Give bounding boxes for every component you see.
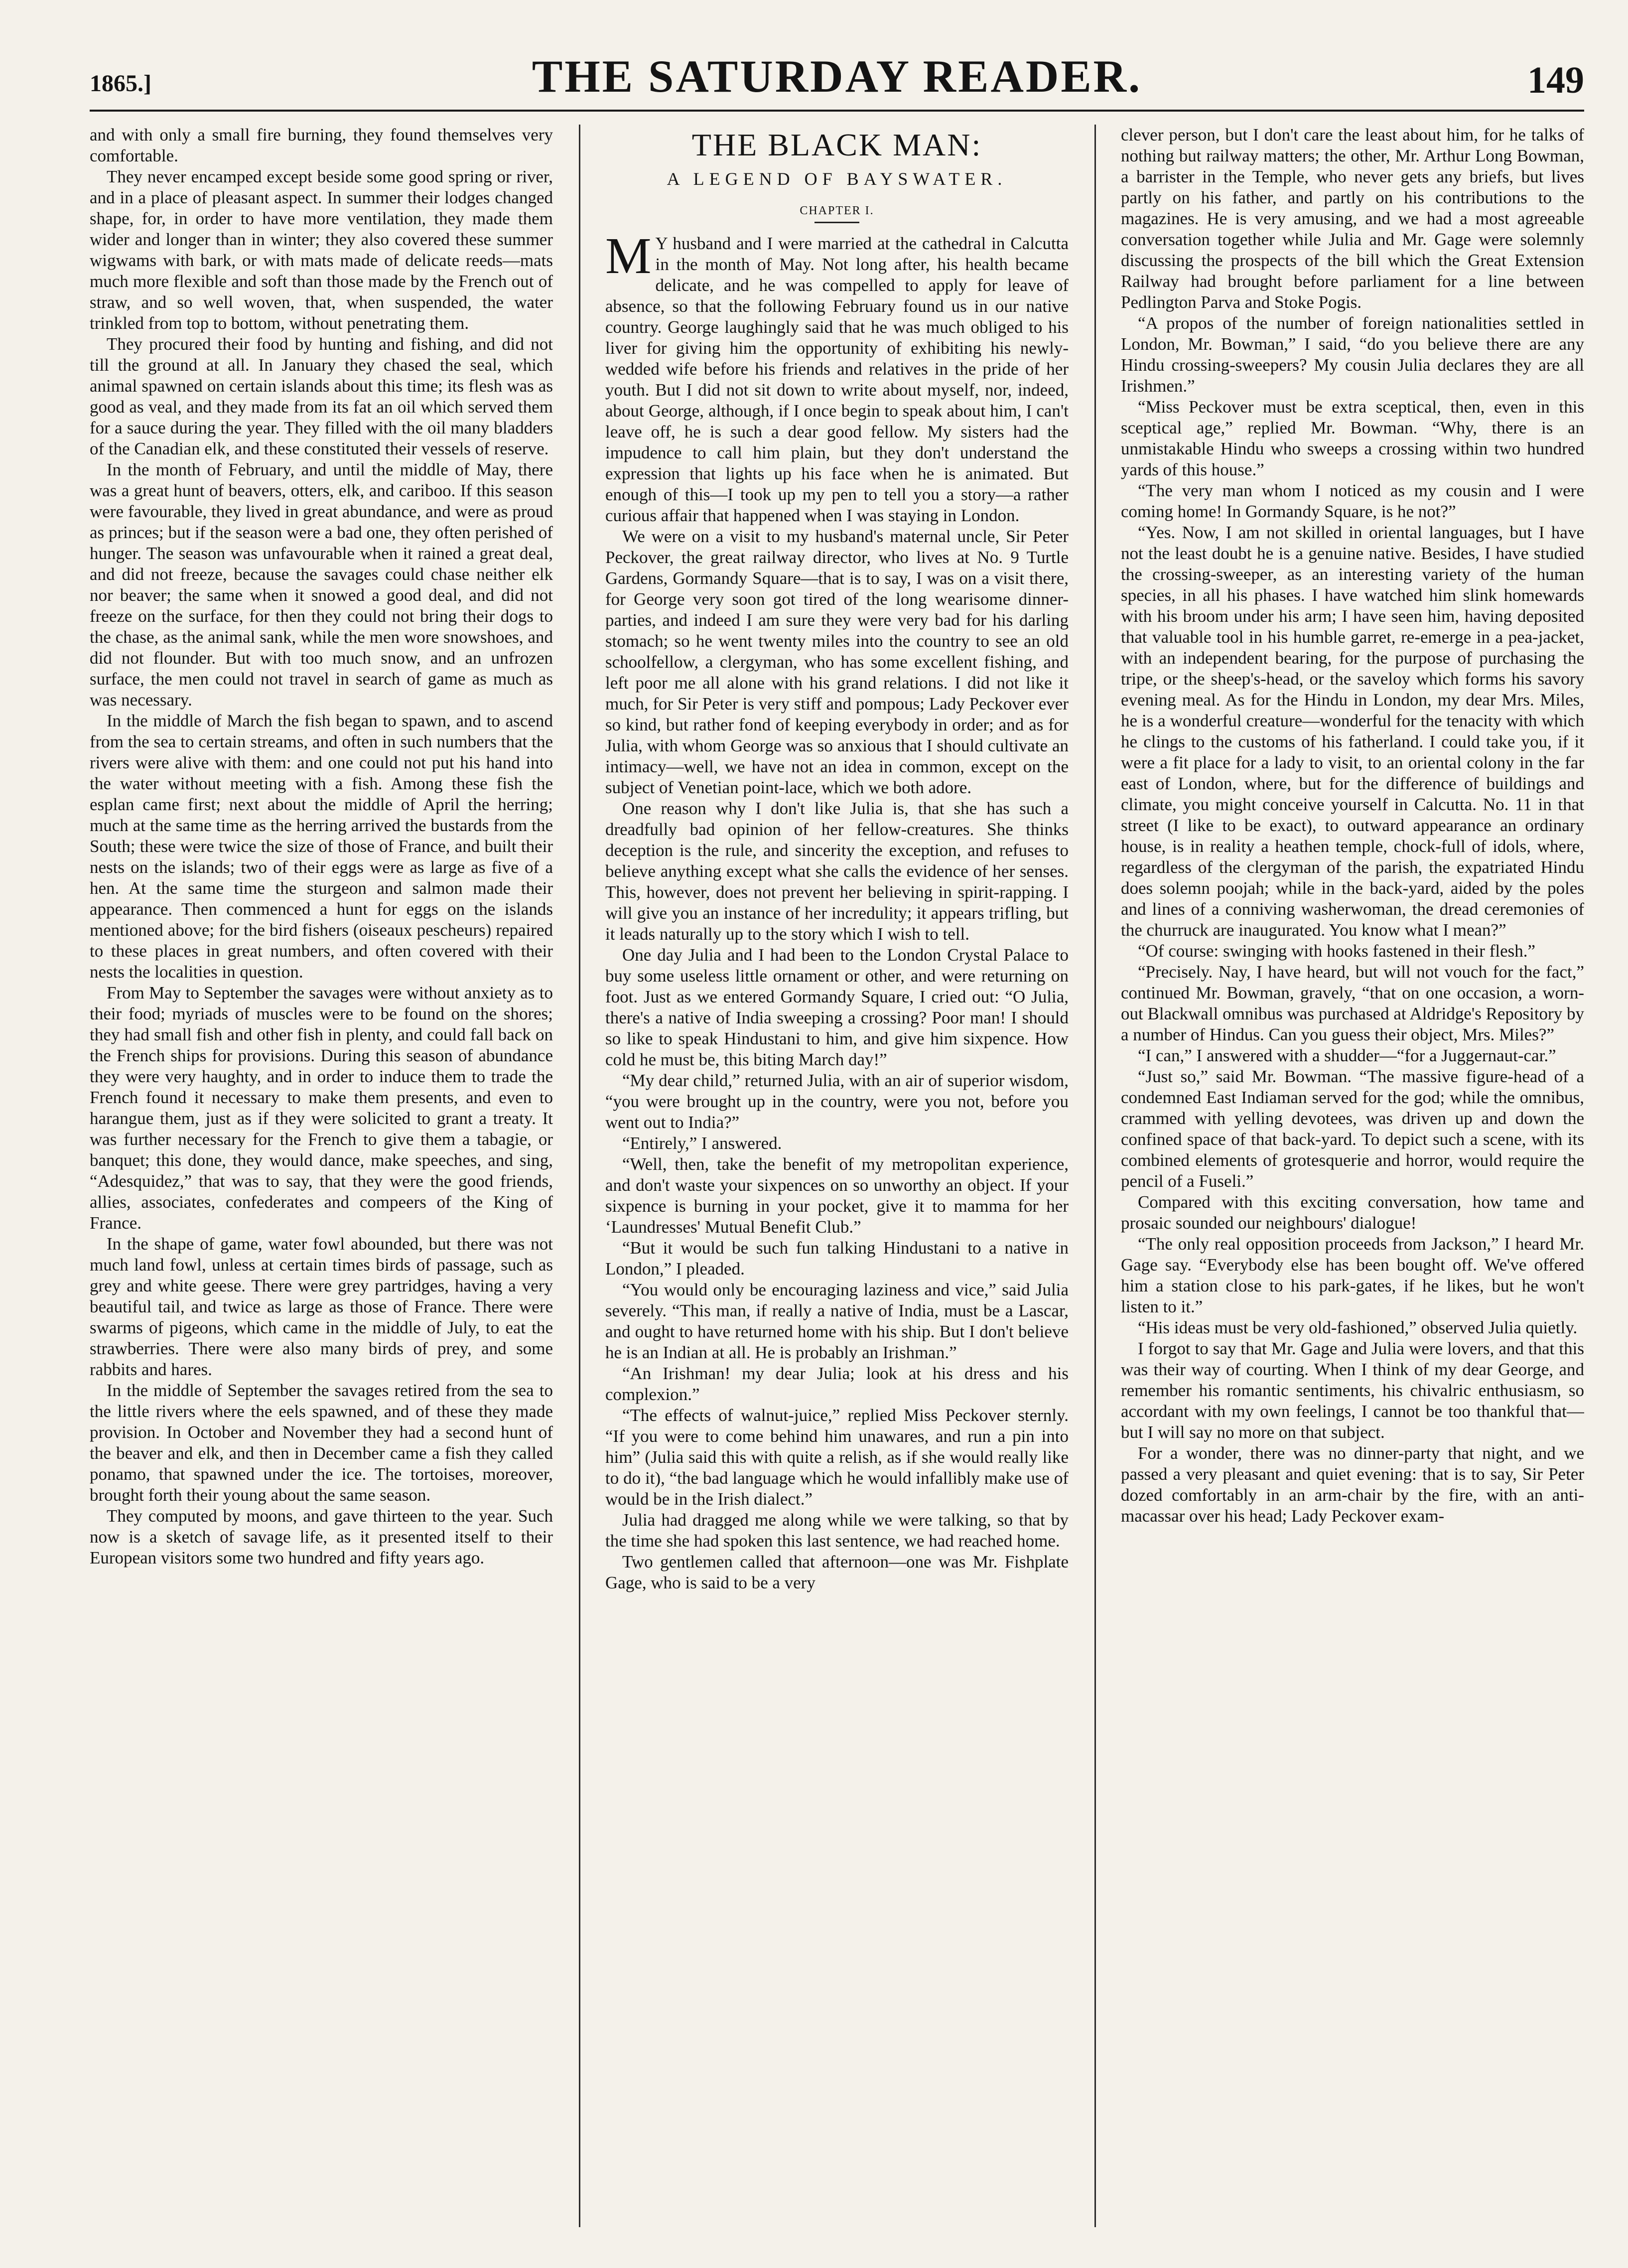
paragraph: “Well, then, take the benefit of my metropolitan experience, and don't waste your sixpences on so unworthy an object. If your sixpence is burning in your pocket, give it to mamma for her ‘Laundresses' Mutual Benefit Club.” bbox=[605, 1154, 1069, 1237]
page-number: 149 bbox=[1527, 59, 1584, 101]
paragraph: Compared with this exciting conversation, how tame and prosaic sounded our neighbours' dialogue! bbox=[1121, 1192, 1584, 1233]
paragraph: I forgot to say that Mr. Gage and Julia were lovers, and that this was their way of courting. When I think of my dear George, and remember his romantic sentiments, his chivalric enthusiasm, so accordant with my own feelings, I cannot be too thankful that—but I will say no more on that subject. bbox=[1121, 1339, 1584, 1442]
page-header bbox=[90, 45, 1584, 112]
paragraph: “A propos of the number of foreign nationalities settled in London, Mr. Bowman,” I said, “do you believe there are any Hindu crossing-sweepers? My cousin Julia declares they are all Irishmen.” bbox=[1121, 313, 1584, 396]
chapter-divider bbox=[814, 222, 859, 223]
paragraph: “His ideas must be very old-fashioned,” observed Julia quietly. bbox=[1138, 1318, 1578, 1337]
story-subtitle: A LEGEND OF BAYSWATER. bbox=[667, 169, 1007, 189]
paragraph: “Entirely,” I answered. bbox=[622, 1134, 782, 1153]
drop-cap: M bbox=[605, 227, 652, 284]
column-3 bbox=[1121, 125, 1584, 2247]
opening-paragraph-text: Y husband and I were married at the cathedral in Calcutta in the month of May. Not long after, his health became delicate, and he was compelled to apply for leave of absence, so that the following February found us in our native country. George laughingly said that he was much obliged to his liver for giving him the opportunity of exhibiting his newly-wedded wife before his friends and relatives in the pride of her youth. But I did not sit down to write about myself, nor, indeed, about George, although, if I once begin to speak about him, I can't leave off, he is such a dear good fellow. My sisters had the impudence to call him plain, but they don't understand the expression that lights up his face when he is animated. But enough of this—I took up my pen to tell you a story—a rather curious affair that happened when I was staying in London. bbox=[605, 234, 1069, 525]
paragraph: They never encamped except beside some good spring or river, and in a place of pleasant aspect. In summer their lodges changed shape, for, in order to have more ventilation, they made them wider and longer than in winter; they also covered these summer wigwams with bark, or with mats made of delicate reeds—mats much more flexible and soft than those made by the French out of straw, and so well woven, that, when suspended, the water trinkled from top to bottom, without penetrating them. bbox=[90, 167, 553, 333]
paragraph: “Yes. Now, I am not skilled in oriental languages, but I have not the least doubt he is a genuine native. Besides, I have studied the crossing-sweeper, as an interesting variety of the human species, in all his phases. I have watched him slink homewards with his broom under his arm; I have seen him, having deposited that valuable tool in his humble garret, re-emerge in a pea-jacket, with an independent bearing, for the purpose of purchasing the tripe, or the sheep's-head, or the saveloy which forms his savory evening meal. As for the Hindu in London, my dear Mrs. Miles, he is a wonderful creature—wonderful for the tenacity with which he clings to the customs of his fatherland. I could take you, if it were a fit place for a lady to visit, to an oriental colony in the far east of London, where, but for the difference of buildings and climate, you might conceive yourself in Calcutta. No. 11 in that street (I like to be exact), to outward appearance an ordinary house, is in reality a heathen temple, chock-full of idols, where, regardless of the clergyman of the parish, the expatriated Hindu does solemn poojah; while in the back-yard, aided by the poles and lines of a conniving washerwoman, the dread ceremonies of the churruck are inaugurated. You know what I mean?” bbox=[1121, 523, 1584, 940]
paragraph: “The effects of walnut-juice,” replied Miss Peckover sternly. “If you were to come behind him unawares, and run a pin into him” (Julia said this with quite a relish, as if she would really like to do it), “the bad language which he would infallibly make use of would be in the Irish dialect.” bbox=[605, 1406, 1069, 1509]
paragraph: Two gentlemen called that afternoon—one was Mr. Fishplate Gage, who is said to be a very bbox=[605, 1552, 1069, 1592]
paragraph: In the month of February, and until the middle of May, there was a great hunt of beavers, otters, elk, and cariboo. If this season were favourable, they lived in great abundance, and were as proud as princes; but if the season were a bad one, they often perished of hunger. The season was unfavourable when it rained a great deal, and did not freeze, because the savages could chase neither elk nor beaver; the same when it snowed a good deal, and did not freeze on the surface, for then they could not bring their dogs to the chase, as the animal sank, while the men wore snowshoes, and did not flounder. But with too much snow, and an unfrozen surface, the men could not travel in search of game as much as was necessary. bbox=[90, 460, 553, 709]
paragraph: clever person, but I don't care the least about him, for he talks of nothing but railway matters; the other, Mr. Arthur Long Bowman, a barrister in the Temple, who never gets any briefs, but lives partly on his father, and partly on his contributions to the magazines. He is very amusing, and we had a most agreeable conversation together while Julia and Mr. Gage were solemnly discussing the prospects of the bill which the Great Extension Railway had brought before parliament for a line between Pedlington Parva and Stoke Pogis. bbox=[1121, 125, 1584, 312]
paragraph: In the middle of March the fish began to spawn, and to ascend from the sea to certain streams, and often in such numbers that the rivers were alive with them: and one could not put his hand into the water without meeting with a fish. Among these fish the esplan came first; next about the middle of April the herring; much at the same time as the herring arrived the bustards from the South; these were twice the size of those of France, and built their nests on the islands; two of their eggs were as large as five of a hen. At the same time the sturgeon and salmon made their appearance. Then commenced a hunt for eggs on the islands mentioned above; for the bird fishers (oiseaux pescheurs) repaired to these places in great numbers, and often covered with their nests the localities in question. bbox=[90, 711, 553, 982]
paragraph: “But it would be such fun talking Hindustani to a native in London,” I pleaded. bbox=[605, 1238, 1069, 1278]
paragraph: One day Julia and I had been to the London Crystal Palace to buy some useless little ornament or other, and were returning on foot. Just as we entered Gormandy Square, I cried out: “O Julia, there's a native of India sweeping a crossing? Poor man! I should so like to speak Hindustani to him, and give him sixpence. How cold he must be, this biting March day!” bbox=[605, 945, 1069, 1069]
paragraph: For a wonder, there was no dinner-party that night, and we passed a very pleasant and quiet evening: that is to say, Sir Peter dozed comfortably in an arm-chair by the fire, with an anti-macassar over his head; Lady Peckover exam- bbox=[1121, 1443, 1584, 1526]
paragraph: “You would only be encouraging laziness and vice,” said Julia severely. “This man, if really a native of India, must be a Lascar, and ought to have returned home with his ship. But I don't believe he is an Indian at all. He is probably an Irishman.” bbox=[605, 1280, 1069, 1362]
paragraph: Julia had dragged me along while we were talking, so that by the time she had spoken this last sentence, we had reached home. bbox=[605, 1510, 1069, 1551]
paragraph: In the shape of game, water fowl abounded, but there was not much land fowl, unless at certain times birds of passage, such as grey and white geese. There were grey partridges, having a very beautiful tail, and twice as large as those of France. There were swarms of pigeons, which came in the middle of July, to eat the strawberries. There were also many birds of prey, and some rabbits and hares. bbox=[90, 1234, 553, 1379]
masthead-title: THE SATURDAY READER. bbox=[532, 51, 1142, 102]
paragraph: We were on a visit to my husband's maternal uncle, Sir Peter Peckover, the great railway director, who lives at No. 9 Turtle Gardens, Gormandy Square—that is to say, I was on a visit there, for George very soon got tired of the long wearisome dinner-parties, and indeed I am sure they were very bad for his darling stomach; so he went twenty miles into the country to see an old schoolfellow, a clergyman, who has some excellent fishing, and left poor me all alone with his grand relations. I did not like it much, for Sir Peter is very stiff and pompous; Lady Peckover ever so kind, but rather fond of keeping everybody in order; and as for Julia, with whom George was so anxious that I should cultivate an intimacy—well, we have not an idea in common, except on the subject of Venetian point-lace, which we both adore. bbox=[605, 527, 1069, 797]
header-year: 1865.] bbox=[90, 70, 151, 97]
column-divider bbox=[579, 125, 580, 2227]
paragraph: “I can,” I answered with a shudder—“for a Juggernaut-car.” bbox=[1138, 1046, 1556, 1065]
story-title: THE BLACK MAN: bbox=[691, 127, 982, 162]
chapter-heading: CHAPTER I. bbox=[800, 204, 874, 217]
article-columns bbox=[90, 125, 1584, 2247]
paragraph: “Precisely. Nay, I have heard, but will not vouch for the fact,” continued Mr. Bowman, gravely, “that on one occasion, a worn-out Blackwall omnibus was purchased at Aldridge's Repository by a number of Hindus. Can you guess their object, Mrs. Miles?” bbox=[1121, 962, 1584, 1044]
paragraph: “The very man whom I noticed as my cousin and I were coming home! In Gormandy Square, is he not?” bbox=[1121, 481, 1584, 521]
paragraph: They computed by moons, and gave thirteen to the year. Such now is a sketch of savage life, as it presented itself to their European visitors some two hundred and fifty years ago. bbox=[90, 1506, 553, 1567]
paragraph: “My dear child,” returned Julia, with an air of superior wisdom, “you were brought up in the country, were you not, before you went out to India?” bbox=[605, 1071, 1069, 1132]
column-2 bbox=[605, 125, 1069, 2247]
paragraph: “Miss Peckover must be extra sceptical, then, even in this sceptical age,” replied Mr. Bowman. “Why, there is an unmistakable Hindu who sweeps a crossing within two hundred yards of this house.” bbox=[1121, 397, 1584, 479]
column-divider bbox=[1094, 125, 1096, 2227]
column-1 bbox=[90, 125, 553, 2247]
paragraph: One reason why I don't like Julia is, that she has such a dreadfully bad opinion of her fellow-creatures. She thinks deception is the rule, and sincerity the exception, and refuses to believe anything except what she calls the evidence of her senses. This, however, does not prevent her believing in spirit-rapping. I will give you an instance of her incredulity; it appears trifling, but it leads naturally up to the story which I wish to tell. bbox=[605, 799, 1069, 944]
paragraph: “The only real opposition proceeds from Jackson,” I heard Mr. Gage say. “Everybody else has been bought off. We've offered him a station close to his park-gates, if he likes, but he won't listen to it.” bbox=[1121, 1234, 1584, 1316]
paragraph: and with only a small fire burning, they found themselves very comfortable. bbox=[90, 125, 553, 165]
paragraph: They procured their food by hunting and fishing, and did not till the ground at all. In January they chased the seal, which animal spawned on certain islands about this time; its flesh was as good as veal, and they made from its fat an oil which served them for a sauce during the year. They filled with the oil many bladders of the Canadian elk, and these constituted their vessels of reserve. bbox=[90, 334, 553, 458]
newspaper-page bbox=[90, 45, 1584, 2247]
paragraph: In the middle of September the savages retired from the sea to the little rivers where the eels spawned, and of these they made provision. In October and November they had a second hunt of the beaver and elk, and then in December came a fish they called ponamo, that spawned under the ice. The tortoises, moreover, brought forth their young about the same season. bbox=[90, 1381, 553, 1505]
opening-paragraph bbox=[605, 227, 1069, 526]
paragraph: From May to September the savages were without anxiety as to their food; myriads of muscles were to be found on the shores; they had small fish and other fish in plenty, and could fall back on the French ships for provisions. During this season of abundance they were very haughty, and in order to induce them to trade the French found it necessary to make them presents, and even to harangue them, just as if they were solicited to grant a treaty. It was further necessary for the French to give them a tabagie, or banquet; this done, they would dance, make speeches, and sing, “Adesquidez,” that was to say, that they were the good friends, allies, associates, confederates and compeers of the King of France. bbox=[90, 983, 553, 1233]
paragraph: “Just so,” said Mr. Bowman. “The massive figure-head of a condemned East Indiaman served for the god; while the omnibus, crammed with yelling devotees, was driven up and down the confined space of that back-yard. To depict such a scene, with its combined elements of grotesquerie and horror, would require the pencil of a Fuseli.” bbox=[1121, 1067, 1584, 1191]
paragraph: “Of course: swinging with hooks fastened in their flesh.” bbox=[1138, 941, 1536, 961]
paragraph: “An Irishman! my dear Julia; look at his dress and his complexion.” bbox=[605, 1364, 1069, 1404]
